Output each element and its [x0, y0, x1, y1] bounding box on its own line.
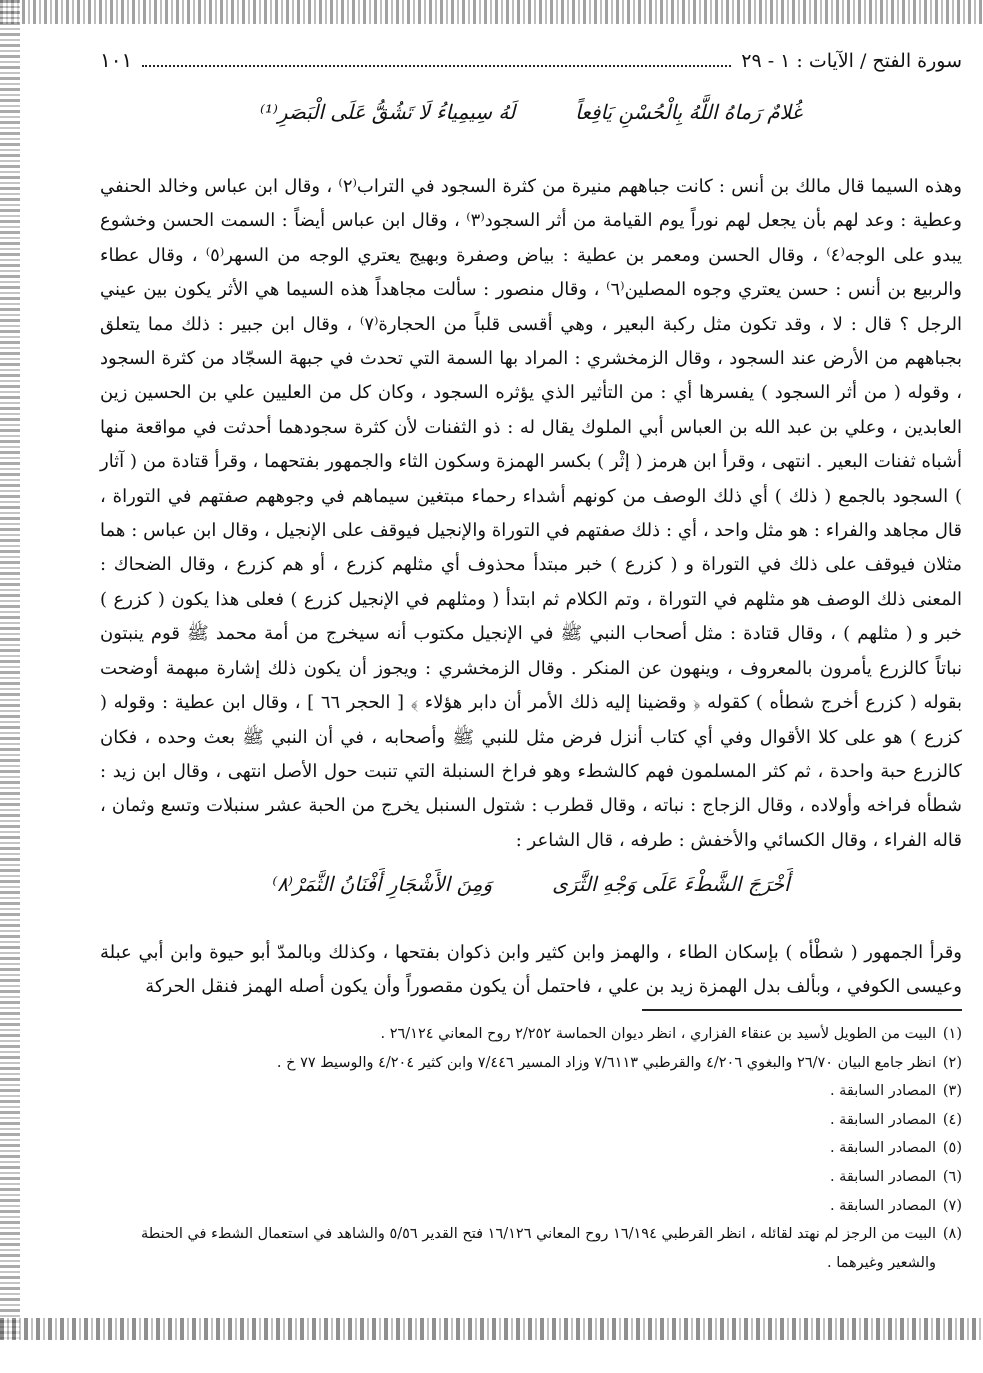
footnote-text: البيت من الرجز لم نهتد لقائله ، انظر القرطبي ١٦/١٩٤ روح المعاني ١٦/١٢٦ فتح القدير ٥/٥٦ والشاهد في استعمال الشطء في الحنطة والشعير وغيرهما .	[141, 1226, 936, 1271]
book-page	[100, 40, 962, 1310]
footnotes-list	[100, 1020, 962, 1277]
verse-2-first-hemistich: أَخْرَجَ الشَّطْءَ عَلَى وَجْهِ الثَّرَى	[552, 872, 790, 896]
footnote-text: المصادر السابقة .	[829, 1140, 936, 1157]
footnote-number: (٦)	[942, 1168, 962, 1185]
footnote-number: (٤)	[942, 1111, 962, 1128]
footnote-text: المصادر السابقة .	[829, 1083, 936, 1100]
verse-1-first-hemistich: غُلامٌ رَماهُ اللَّهُ بِالْحُسْنِ يَافِعاً	[575, 100, 802, 124]
footnote-text: البيت من الطويل لأسيد بن عنقاء الفزاري ، انظر ديوان الحماسة ٢/٢٥٢ روح المعاني ٢٦/١٢٤ .	[380, 1026, 936, 1042]
footnote	[100, 1049, 962, 1078]
footnote	[100, 1077, 962, 1106]
footnote-number: (٢)	[942, 1054, 962, 1071]
page-number: ١٠١	[100, 48, 133, 72]
leader-dots	[142, 51, 731, 67]
footnote	[100, 1220, 962, 1277]
decorative-border-bottom	[0, 1318, 983, 1340]
poetry-verse-1	[100, 100, 962, 124]
verse-2-second-hemistich: وَمِنَ الأَشْجَارِ أَفْنَانُ الثَّمَرْ⁽٨⁾	[272, 872, 493, 896]
body-paragraph-1: وهذه السيما قال مالك بن أنس : كانت جباههم منيرة من كثرة السجود في التراب⁽٢⁾ ، وقال ابن عباس وخالد الحنفي وعطية : وعد لهم بأن يجعل لهم نوراً يوم القيامة من أثر السجود⁽٣⁾ ، وقال ابن عباس أيضاً : السمت الحسن وخشوع يبدو على الوجه⁽٤⁾ ، وقال الحسن ومعمر بن عطية : بياض وصفرة وبهيج يعتري الوجه من السهر⁽٥⁾ ، وقال عطاء والربيع بن أنس : حسن يعتري وجوه المصلين⁽٦⁾ ، وقال منصور : سألت مجاهداً هذه السيما هي الأثر يكون بين عيني الرجل ؟ قال : لا ، وقد تكون مثل ركبة البعير ، وهي أقسى قلباً من الحجارة⁽٧⁾ ، وقال ابن جبير : ذلك مما يتعلق بجباههم من الأرض عند السجود ، وقال الزمخشري : المراد بها السمة التي تحدث في جبهة السجّاد من كثرة السجود ، وقوله ( من أثر السجود ) يفسرها أي : من التأثير الذي يؤثره السجود ، وكان كل من العليين علي بن الحسين زين العابدين ، وعلي بن عبد الله بن العباس أبي الملوك يقال له : ذو الثفنات لأن كثرة سجودهما أحدثت في مواقعة منها أشباه ثفنات البعير . انتهى ، وقرأ ابن هرمز ( إثْر ) بكسر الهمزة وسكون الثاء والجمهور بفتحهما ، وقرأ قتادة من ( آثار ) السجود بالجمع ( ذلك ) أي ذلك الوصف من كونهم أشداء رحماء مبتغين سيماهم في وجوههم صفتهم في التوراة ، قال مجاهد والفراء : هو مثل واحد ، أي : ذلك صفتهم في التوراة والإنجيل فيوقف على الإنجيل ، وقال ابن عباس : هما مثلان فيوقف على ذلك في التوراة و ( كزرع ) خبر مبتدأ محذوف أي مثلهم كزرع ، أو هم كزرع ، وقال الضحاك : المعنى ذلك الوصف هو مثلهم في التوراة ، وتم الكلام ثم ابتدأ ( ومثلهم في الإنجيل كزرع ) فعلى هذا يكون ( كزرع ) خبر و ( مثلهم ) ، وقال قتادة : مثل أصحاب النبي ﷺ في الإنجيل مكتوب أنه سيخرج من أمة محمد ﷺ قوم ينبتون نباتاً كالزرع يأمرون بالمعروف ، وينهون عن المنكر . وقال الزمخشري : ويجوز أن يكون ذلك إشارة مبهمة أوضحت بقوله ( كزرع أخرج شطأه ) كقوله ﴿ وقضينا إليه ذلك الأمر أن دابر هؤلاء ﴾ [ الحجر ٦٦ ] ، وقال ابن عطية : وقوله ( كزرع ) هو على كلا الأقوال وفي أي كتاب أنزل فرض مثل للنبي ﷺ وأصحابه ، في أن النبي ﷺ بعث وحده ، فكان كالزرع حبة واحدة ، ثم كثر المسلمون فهم كالشطء وهو فراخ السنبلة التي تنبت حول الأصل انتهى ، وقال ابن زيد : شطأه فراخه وأولاده ، وقال الزجاج : نباته ، وقال قطرب : شتول السنبل يخرج من الحبة عشر سنبلات وتسع وثمان ، قاله الفراء ، وقال الكسائي والأخفش : طرفه ، قال الشاعر :	[100, 176, 963, 851]
verse-1-second-hemistich: لَهُ سِيمِياءُ لَا تَشُقُّ عَلَى الْبَصَرِ⁽¹⁾	[260, 100, 516, 124]
decorative-border-top	[0, 0, 983, 24]
footnote-number: (١)	[942, 1026, 962, 1042]
footnote-text: المصادر السابقة .	[829, 1168, 936, 1185]
footnote-number: (٨)	[942, 1226, 962, 1243]
footnote-separator	[642, 1009, 962, 1011]
footnote-text: انظر جامع البيان ٢٦/٧٠ والبغوي ٤/٢٠٦ والقرطبي ٧/٦١١٣ وزاد المسير ٧/٤٤٦ وابن كثير ٤/٢٠٤ والوسيط ٧٧ خ .	[276, 1054, 936, 1071]
poetry-verse-2	[100, 872, 962, 896]
footnote	[100, 1106, 962, 1135]
footnote	[100, 1163, 962, 1192]
running-header	[100, 48, 962, 78]
footnote-text: المصادر السابقة .	[829, 1111, 936, 1128]
body-paragraph-2: وقرأ الجمهور ( شطْأه ) بإسكان الطاء ، والهمز وابن كثير وابن ذكوان بفتحها ، وكذلك وبالمدّ أبو حيوة وابن أبي عبلة وعيسى الكوفي ، وبألف بدل الهمزة زيد بن علي ، فاحتمل أن يكون مقصوراً وأن يكون أصله الهمز فنقل الحركة	[100, 942, 962, 998]
footnote	[100, 1192, 962, 1221]
footnote-number: (٣)	[942, 1083, 962, 1100]
footnote-number: (٧)	[942, 1197, 962, 1214]
running-title: سورة الفتح / الآيات : ١ - ٢٩	[741, 50, 962, 72]
footnote	[100, 1020, 962, 1049]
footnote	[100, 1134, 962, 1163]
footnote-number: (٥)	[942, 1140, 962, 1157]
footnote-text: المصادر السابقة .	[829, 1197, 936, 1214]
decorative-border-left	[0, 0, 20, 1340]
